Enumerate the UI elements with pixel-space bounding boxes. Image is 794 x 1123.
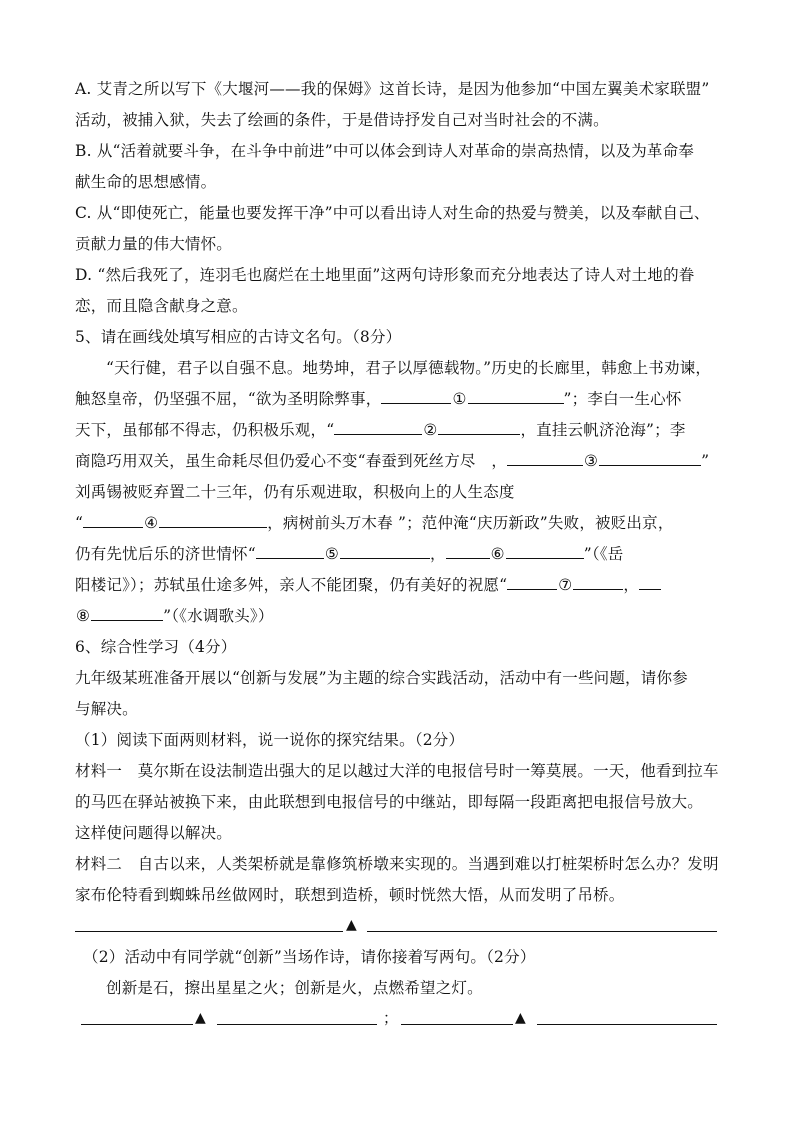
option-b-line-2: 献生命的思想感情。 — [75, 173, 217, 191]
option-d-line-2: 恋，而且隐含献身之意。 — [75, 297, 248, 315]
q5-text: 触怒皇帝，仍坚强不屈，“欲为圣明除弊事， — [75, 390, 382, 408]
option-d-line-1: D. “然后我死了，连羽毛也腐烂在土地里面”这两句诗形象而充分地表达了诗人对土地的眷 — [75, 266, 695, 284]
material-1-line-2: 的马匹在驿站被换下来，由此联想到电报信号的中继站，即每隔一段距离把电报信号放大。 — [75, 793, 704, 811]
q5-text: 仍有先忧后乐的济世情怀“ — [75, 545, 256, 563]
poem-blank-1a[interactable] — [81, 1024, 193, 1025]
q5-line-3 — [75, 415, 725, 446]
fill-blank-7b[interactable] — [573, 572, 623, 590]
answer-line-part-2 — [75, 1004, 725, 1035]
material-1-line-3: 这样使问题得以解决。 — [75, 824, 233, 842]
poem-blank-2b[interactable] — [537, 1024, 717, 1025]
option-c-line-1: C. 从“即使死亡，能量也要发挥干净”中可以看出诗人对生命的热爱与赞美，以及奉献自己、 — [75, 204, 710, 222]
q5-line-4 — [75, 446, 725, 477]
poem-blank-1b[interactable] — [217, 1024, 377, 1025]
q5-line-2 — [75, 384, 725, 415]
q5-text: ”；李白一生心怀 — [563, 390, 682, 408]
fill-blank-2a[interactable] — [334, 417, 422, 435]
option-c-line-2: 贡献力量的伟大情怀。 — [75, 235, 233, 253]
fill-blank-5b[interactable] — [340, 541, 430, 559]
fill-blank-4a[interactable] — [83, 510, 143, 528]
q5-line-1: “天行健，君子以自强不息。地势坤，君子以厚德载物。”历史的长廊里，韩愈上书劝谏， — [106, 359, 712, 377]
q5-text: ，直挂云帆济沧海”；李 — [520, 421, 686, 439]
fill-blank-1b[interactable] — [468, 386, 564, 404]
q5-line-5: 刘禹锡被贬弃置二十三年，仍有乐观进取，积极向上的人生态度 — [75, 483, 515, 501]
answer-blank-right[interactable] — [367, 931, 717, 932]
answer-marker-triangle: ▲ — [195, 1010, 206, 1026]
blank-number-3: ③ — [584, 452, 599, 470]
q5-text: ， — [429, 545, 446, 563]
answer-blank-left[interactable] — [75, 931, 343, 932]
answer-line-part-1 — [75, 911, 725, 942]
option-a-line-1: A. 艾青之所以写下《大堰河——我的保姆》这首长诗，是因为他参加“中国左翼美术家联盟” — [75, 80, 710, 98]
blank-number-7: ⑦ — [558, 576, 573, 594]
fill-blank-6b[interactable] — [506, 541, 584, 559]
semicolon: ； — [383, 1009, 399, 1027]
q5-text: ”（《岳 — [583, 545, 624, 563]
q5-text: ”（《水调歌头》） — [163, 607, 274, 625]
fill-blank-3b[interactable] — [599, 448, 701, 466]
blank-number-2: ② — [423, 421, 438, 439]
q5-line-8 — [75, 570, 725, 601]
fill-blank-7a[interactable] — [507, 572, 557, 590]
fill-blank-1a[interactable] — [381, 386, 451, 404]
answer-marker-triangle: ▲ — [515, 1010, 526, 1026]
fill-blank-8a[interactable] — [639, 572, 661, 590]
question-5-title: 5、请在画线处填写相应的古诗文名句。（8分） — [75, 328, 402, 346]
blank-number-8: ⑧ — [76, 607, 91, 625]
q6-part-1-prompt: （1）阅读下面两则材料，说一说你的探究结果。（2分） — [75, 731, 465, 749]
blank-number-4: ④ — [144, 514, 159, 532]
q5-text: ” — [701, 452, 710, 470]
blank-number-6: ⑥ — [490, 545, 505, 563]
exam-page — [75, 74, 725, 1035]
answer-marker-triangle: ▲ — [346, 917, 357, 933]
blank-number-1: ① — [452, 390, 467, 408]
material-2-line-1: 材料二 自古以来，人类架桥就是靠修筑桥墩来实现的。当遇到难以打桩架桥时怎么办？发明 — [75, 855, 719, 873]
question-6-title: 6、综合性学习（4分） — [75, 638, 237, 656]
poem-blank-2a[interactable] — [401, 1024, 513, 1025]
q5-text: 阳楼记》）；苏轼虽仕途多舛，亲人不能团聚，仍有美好的祝愿“ — [75, 576, 508, 594]
q5-line-9 — [75, 601, 725, 632]
option-a-line-2: 活动，被捕入狱，失去了绘画的条件，于是借诗抒发自己对当时社会的不满。 — [75, 111, 609, 129]
fill-blank-8b[interactable] — [91, 603, 163, 621]
q5-text: 天下，虽郁郁不得志，仍积极乐观，“ — [75, 421, 335, 439]
q6-intro-line-2: 与解决。 — [75, 700, 138, 718]
option-b-line-1: B. 从“活着就要斗争，在斗争中前进”中可以体会到诗人对革命的崇高热情，以及为革命奉 — [75, 142, 694, 160]
q5-line-6 — [75, 508, 725, 539]
blank-number-5: ⑤ — [324, 545, 339, 563]
material-2-line-2: 家布伦特看到蜘蛛吊丝做网时，联想到造桥，顿时恍然大悟，从而发明了吊桥。 — [75, 886, 625, 904]
fill-blank-5a[interactable] — [256, 541, 324, 559]
q6-intro-line-1: 九年级某班准备开展以“创新与发展”为主题的综合实践活动，活动中有一些问题，请你参 — [75, 669, 688, 687]
q5-text: “ — [75, 514, 84, 532]
q5-text: ，病树前头万木春 ”；范仲淹“庆历新政”失败，被贬出京， — [267, 514, 674, 532]
poem-line: 创新是石，擦出星星之火；创新是火，点燃希望之灯。 — [106, 979, 483, 997]
fill-blank-6a[interactable] — [446, 541, 490, 559]
q5-line-7 — [75, 539, 725, 570]
material-1-line-1: 材料一 莫尔斯在设法制造出强大的足以越过大洋的电报信号时一筹莫展。一天，他看到拉车 — [75, 762, 719, 780]
fill-blank-4b[interactable] — [159, 510, 267, 528]
q6-part-2-prompt: （2）活动中有同学就“创新”当场作诗，请你接着写两句。（2分） — [83, 948, 536, 966]
fill-blank-3a[interactable] — [507, 448, 583, 466]
q5-text: 商隐巧用双关，虽生命耗尽但仍爱心不变“春蚕到死丝方尽 ， — [75, 452, 508, 470]
fill-blank-2b[interactable] — [438, 417, 520, 435]
q5-text: ， — [623, 576, 640, 594]
